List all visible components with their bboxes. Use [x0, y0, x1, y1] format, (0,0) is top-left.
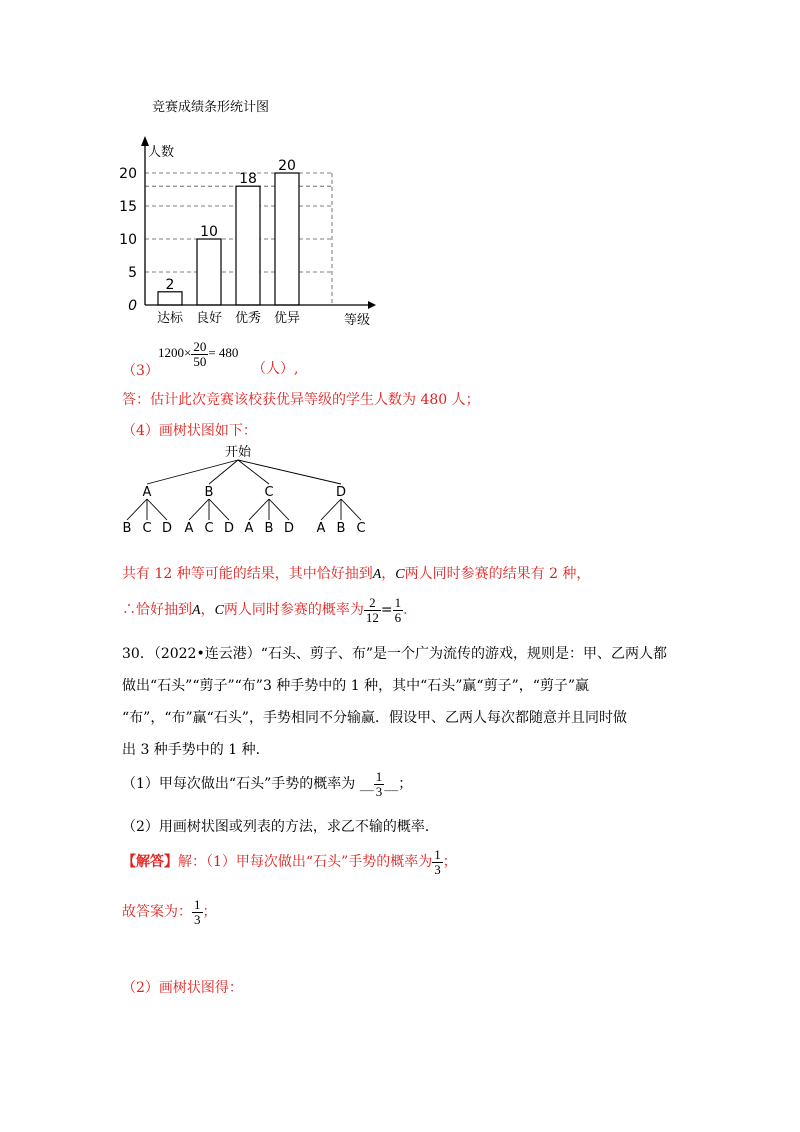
tree-node-A: A: [142, 485, 152, 500]
sub1-text: （1）甲每次做出“石头”手势的概率为: [122, 776, 356, 793]
solution-den-1: 3: [434, 861, 441, 877]
solution-text-2: 故答案为：: [122, 904, 192, 921]
result-text-b: 两人同时参赛的结果有 2 种，: [404, 566, 591, 582]
tree-edge: [321, 499, 341, 520]
solution-den-2: 3: [194, 911, 201, 927]
conclusion-letter-a: A: [192, 603, 201, 619]
solution-text-1: 解：（1）甲每次做出“石头”手势的概率为: [178, 854, 433, 871]
prob-den-2: 6: [394, 609, 402, 625]
q30-line-2: 做出“石头”“剪子”“布”3 种手势中的 1 种，其中“石头”赢“剪子”，“剪子”赢: [122, 678, 590, 694]
sub1-blank-left: __: [359, 776, 374, 793]
solution-end-2: ；: [202, 904, 217, 921]
tree-edge: [209, 499, 229, 520]
solution-fraction-1: [432, 848, 443, 876]
tree-leaf-D: D: [223, 521, 235, 536]
y-tick-label: 20: [119, 166, 137, 182]
prob-num-2: 1: [394, 595, 402, 610]
formula-right: = 480: [208, 345, 239, 361]
solution-line-1: [122, 848, 457, 876]
bar-优异: [275, 173, 299, 305]
bar-优秀: [236, 186, 260, 305]
tree-edge: [341, 499, 361, 520]
tree-edge: [189, 499, 209, 520]
x-axis-arrow: [368, 301, 376, 309]
bar-达标: [158, 292, 182, 305]
q30-line-4: 出 3 种手势中的 1 种．: [122, 742, 270, 758]
tree-leaf-B: B: [336, 521, 346, 536]
prob-fraction-1: [364, 596, 381, 624]
solution-tag: 【解答】: [122, 854, 178, 871]
q30-sub-2: （2）用画树状图或列表的方法，求乙不输的概率．: [122, 819, 439, 835]
bar-value-label: 20: [278, 158, 296, 174]
conclusion-sep: ，: [200, 602, 215, 619]
formula-left: 1200×: [158, 345, 192, 361]
part3-prefix: （3）: [122, 363, 159, 379]
bar-value-label: 10: [200, 224, 218, 240]
prob-end: .: [403, 602, 408, 619]
tree-leaf-C: C: [356, 521, 366, 536]
tree-leaf-C: C: [204, 521, 214, 536]
prob-fraction-2: [393, 596, 404, 624]
tree-diagram: [110, 440, 390, 540]
bar-良好: [197, 239, 221, 305]
tree-leaf-A: A: [244, 521, 254, 536]
x-category-label: 达标: [156, 311, 184, 326]
y-tick-label: 5: [128, 265, 137, 281]
solution-line-2: [122, 898, 217, 926]
tree-edge: [147, 460, 238, 484]
prob-num-1: 2: [364, 596, 381, 611]
sub1-num: 1: [375, 769, 383, 784]
y-tick-label: 15: [119, 199, 137, 215]
fraction-denominator: 50: [193, 353, 207, 369]
sub1-blank-right: __；: [384, 776, 413, 793]
tree-leaf-A: A: [316, 521, 326, 536]
tree-labels: [123, 445, 366, 536]
tree-edge: [269, 499, 289, 520]
part4-heading: （4）画树状图如下：: [122, 423, 257, 439]
tree-leaf-D: D: [283, 521, 295, 536]
result-sep: ，: [381, 566, 396, 582]
tree-root-label: 开始: [224, 445, 252, 460]
tree-node-B: B: [204, 485, 214, 500]
solution-fraction-2: [192, 898, 203, 926]
conclusion-text-b: 两人同时参赛的概率为: [223, 602, 364, 619]
x-category-label: 优秀: [234, 311, 262, 326]
part3-unit: （人）,: [252, 361, 299, 377]
q30-line-1: 30．（2022•连云港）“石头、剪子、布”是一个广为流传的游戏，规则是：甲、乙两人都: [122, 646, 668, 662]
y-tick-label: 10: [119, 232, 137, 248]
part3-answer: 答：估计此次竞赛该校获优异等级的学生人数为 480 人；: [122, 392, 480, 408]
tree-lines: [127, 460, 361, 520]
x-axis-label: 等级: [344, 313, 371, 328]
bar-value-label: 18: [239, 171, 257, 188]
conclusion-letter-c: C: [214, 603, 224, 619]
part4-result: [122, 563, 590, 583]
solution-end-1: ；: [442, 854, 457, 871]
chart-title: 竞赛成绩条形统计图: [152, 100, 270, 115]
x-category-label: 良好: [195, 311, 223, 326]
result-letter-a: A: [372, 567, 382, 582]
fraction-numerator: 20: [193, 339, 207, 354]
tree-edge: [249, 499, 269, 520]
tree-leaf-D: D: [161, 521, 173, 536]
solution-line-3: （2）画树状图得：: [122, 980, 243, 996]
tree-edge: [147, 499, 167, 520]
formula-fraction: [191, 340, 208, 368]
solution-num-1: 1: [434, 847, 441, 862]
q30-line-3: “布”，“布”赢“石头”，手势相同不分输赢．假设甲、乙两人每次都随意并且同时做: [122, 710, 627, 726]
solution-num-2: 1: [194, 897, 201, 912]
tree-leaf-B: B: [264, 521, 274, 536]
part3-formula: [158, 340, 238, 368]
tree-node-C: C: [264, 485, 274, 500]
result-text-a: 共有 12 种等可能的结果，其中恰好抽到: [122, 566, 373, 582]
tree-leaf-C: C: [142, 521, 152, 536]
bar-chart: [110, 130, 400, 330]
probability-expression: [364, 595, 403, 625]
y-axis-label: 人数: [148, 145, 175, 160]
prob-equals: =: [380, 602, 393, 619]
result-letter-c: C: [395, 567, 405, 582]
part4-conclusion: [122, 596, 408, 624]
q30-sub-1: [122, 770, 412, 798]
tree-edge: [127, 499, 147, 520]
sub1-den: 3: [375, 783, 383, 799]
bar-value-label: 2: [165, 276, 175, 293]
tree-leaf-A: A: [184, 521, 194, 536]
chart-bars: [158, 173, 299, 305]
tree-leaf-B: B: [122, 521, 132, 536]
sub1-fraction: [374, 770, 385, 798]
x-category-label: 优异: [273, 311, 301, 326]
prob-den-1: 12: [365, 609, 379, 625]
y-tick-label: 0: [128, 298, 137, 314]
conclusion-text-a: ∴恰好抽到: [122, 602, 192, 619]
tree-node-D: D: [335, 485, 347, 500]
